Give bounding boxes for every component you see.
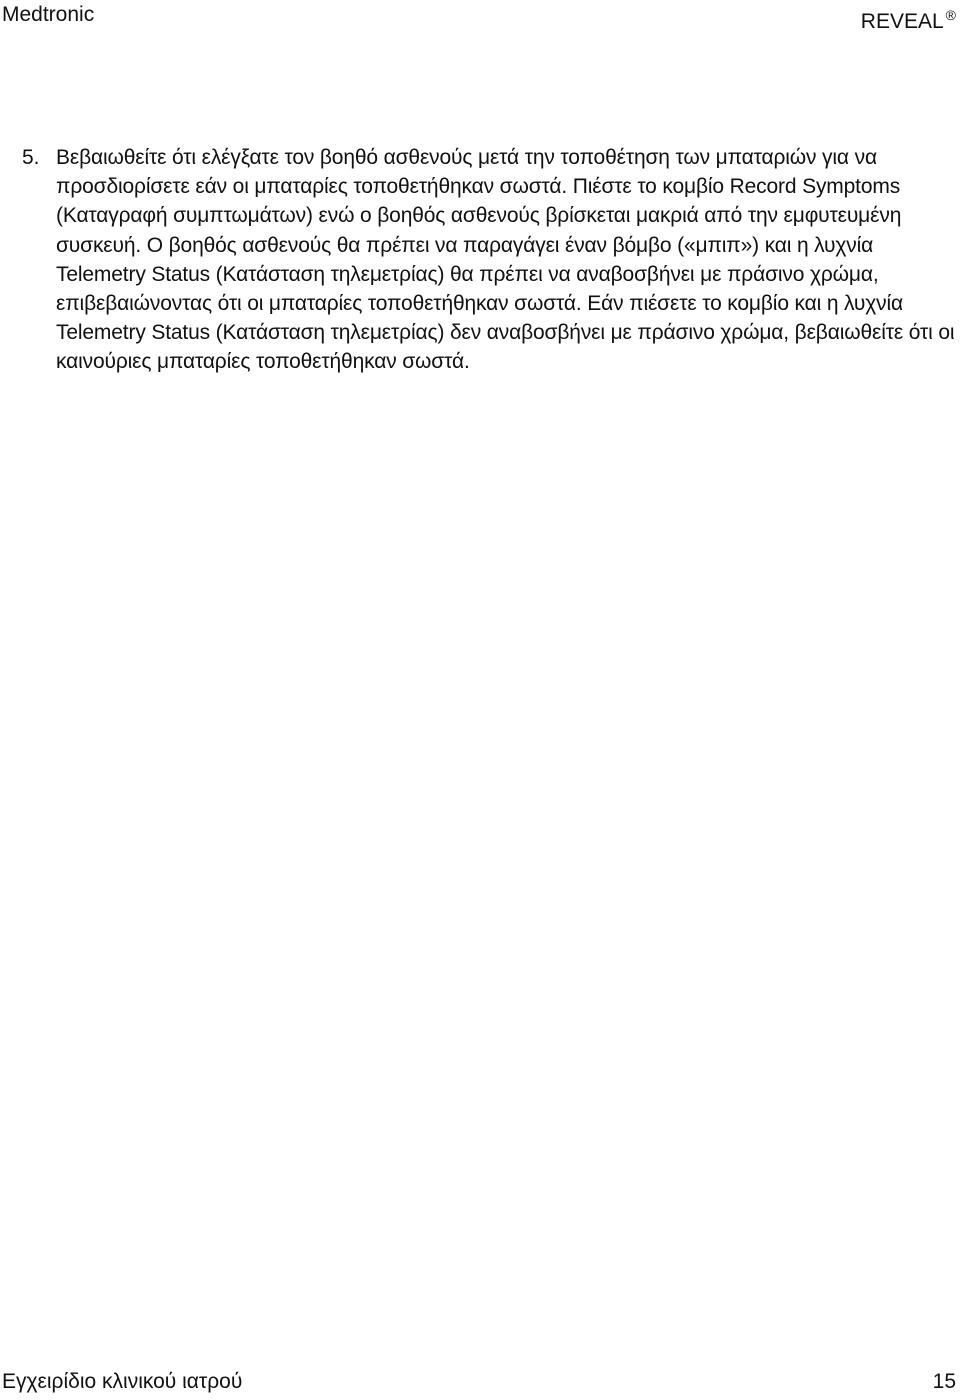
product-name: REVEAL [860, 10, 944, 33]
page-header [0, 0, 960, 33]
step-number: 5. [22, 146, 40, 169]
page-footer [0, 1366, 960, 1400]
page-number: 15 [932, 1370, 956, 1393]
product-name-wrapper [861, 2, 956, 35]
manual-title: Εγχειρίδιο κλινικού ιατρού [2, 1370, 243, 1393]
step-text: Βεβαιωθείτε ότι ελέγξατε τον βοηθό ασθενούς μετά την τοποθέτηση των μπαταριών για να προσδιορίσετε εάν οι μπαταρίες τοποθετήθηκαν σωστά. Πιέστε το κομβίο Record Symptoms (Καταγραφή συμπτωμάτων) ενώ ο βοηθός ασθενούς βρίσκεται μακριά από την εμφυτευμένη συσκευή. Ο βοηθός ασθενούς θα πρέπει να παραγάγει έναν βόμβο («μπιπ») και η λυχνία Telemetry Status (Κατάσταση τηλεμετρίας) θα πρέπει να αναβοσβήνει με πράσινο χρώμα, επιβεβαιώνοντας ότι οι μπαταρίες τοποθετήθηκαν σωστά. Εάν πιέσετε το κομβίο και η λυχνία Telemetry Status (Κατάσταση τηλεμετρίας) δεν αναβοσβήνει με πράσινο χρώμα, βεβαιωθείτε ότι οι καινούριες μπαταρίες τοποθετήθηκαν σωστά. [56, 146, 955, 374]
registered-mark: ® [945, 7, 956, 23]
brand-name: Medtronic [2, 3, 95, 26]
